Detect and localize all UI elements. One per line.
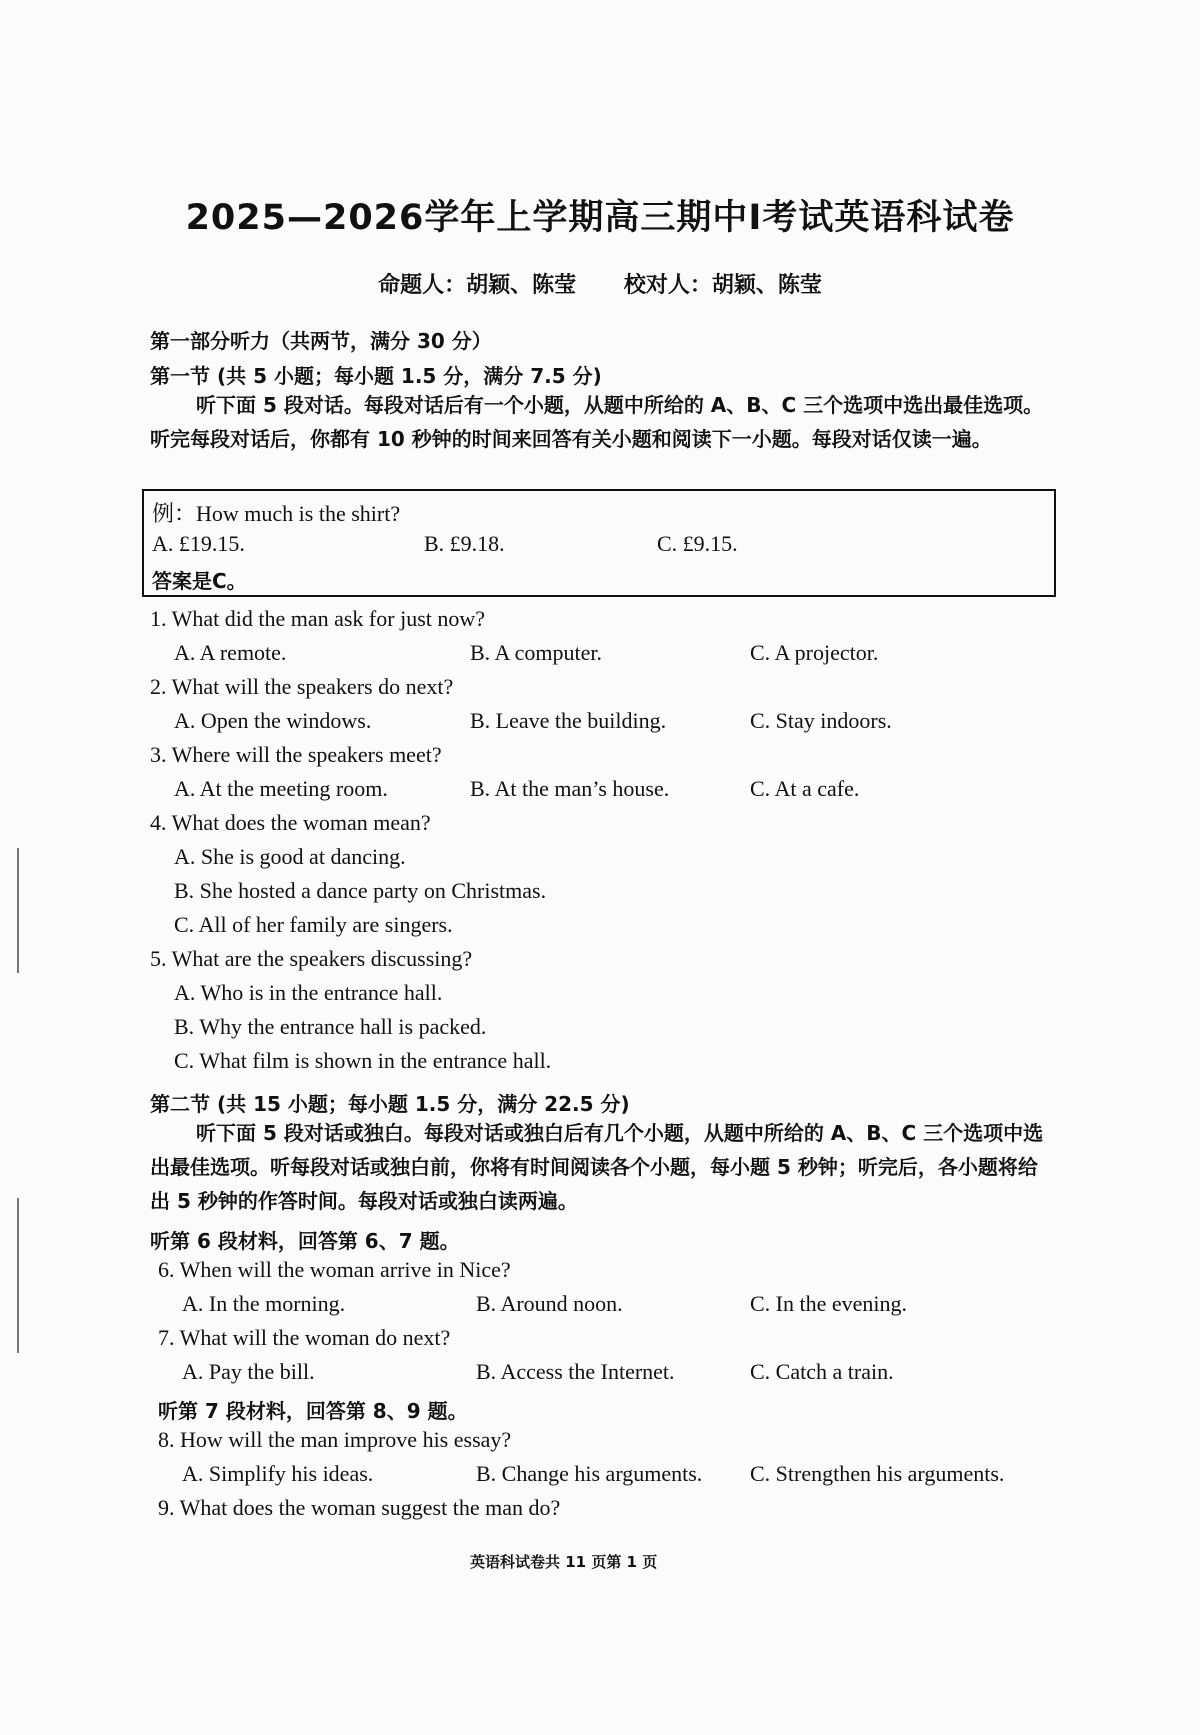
question-2: 2. What will the speakers do next? <box>150 674 454 699</box>
q8-option-a: A. Simplify his ideas. <box>182 1461 374 1486</box>
q3-option-c: C. At a cafe. <box>750 776 860 801</box>
q1-option-c: C. A projector. <box>750 640 879 665</box>
section1-instructions: 听下面 5 段对话。每段对话后有一个小题，从题中所给的 A、B、C 三个选项中选出最佳选项。听完每段对话后，你都有 10 秒钟的时间来回答有关小题和阅读下一小题。每段对话仅读一遍。 <box>150 393 1044 451</box>
q6-option-a: A. In the morning. <box>182 1291 346 1316</box>
material-7-note: 听第 7 段材料，回答第 8、9 题。 <box>158 1399 468 1423</box>
scan-edge-mark <box>17 1198 19 1353</box>
question-3: 3. Where will the speakers meet? <box>150 742 442 767</box>
q2-option-c: C. Stay indoors. <box>750 708 892 733</box>
example-option-a: A. £19.15. <box>152 531 245 556</box>
question-8: 8. How will the man improve his essay? <box>158 1427 512 1452</box>
scan-edge-mark <box>17 848 19 973</box>
part1-heading: 第一部分听力（共两节，满分 30 分） <box>150 329 492 353</box>
question-9: 9. What does the woman suggest the man do? <box>158 1495 561 1520</box>
q8-option-b: B. Change his arguments. <box>476 1461 703 1486</box>
page-footer: 英语科试卷共 11 页第 1 页 <box>470 1553 658 1571</box>
q7-option-b: B. Access the Internet. <box>476 1359 675 1384</box>
q7-option-a: A. Pay the bill. <box>182 1359 315 1384</box>
question-7: 7. What will the woman do next? <box>158 1325 451 1350</box>
setter-names: 命题人：胡颖、陈莹 <box>378 273 577 298</box>
authors-line <box>0 268 1200 299</box>
q2-option-b: B. Leave the building. <box>470 708 667 733</box>
section2-heading: 第二节 (共 15 小题；每小题 1.5 分，满分 22.5 分) <box>150 1092 630 1116</box>
section1-heading: 第一节 (共 5 小题；每小题 1.5 分，满分 7.5 分) <box>150 364 602 388</box>
q6-option-c: C. In the evening. <box>750 1291 908 1316</box>
q4-option-c: C. All of her family are singers. <box>174 912 453 937</box>
question-5: 5. What are the speakers discussing? <box>150 946 473 971</box>
q4-option-b: B. She hosted a dance party on Christmas. <box>174 878 547 903</box>
question-4: 4. What does the woman mean? <box>150 810 431 835</box>
checker-names: 校对人：胡颖、陈莹 <box>623 273 822 298</box>
example-option-b: B. £9.18. <box>424 531 505 556</box>
q1-option-b: B. A computer. <box>470 640 602 665</box>
example-question: 例：How much is the shirt? <box>152 501 401 526</box>
question-1: 1. What did the man ask for just now? <box>150 606 486 631</box>
q7-option-c: C. Catch a train. <box>750 1359 894 1384</box>
section2-instructions: 听下面 5 段对话或独白。每段对话或独白后有几个小题，从题中所给的 A、B、C 三个选项中选出最佳选项。听每段对话或独白前，你将有时间阅读各个小题，每小题 5 秒钟；听完后，各小题将给出 5 秒钟的作答时间。每段对话或独白读两遍。 <box>150 1121 1044 1213</box>
q3-option-b: B. At the man’s house. <box>470 776 670 801</box>
q5-option-b: B. Why the entrance hall is packed. <box>174 1014 487 1039</box>
q5-option-a: A. Who is in the entrance hall. <box>174 980 443 1005</box>
q2-option-a: A. Open the windows. <box>174 708 372 733</box>
q8-option-c: C. Strengthen his arguments. <box>750 1461 1005 1486</box>
q3-option-a: A. At the meeting room. <box>174 776 388 801</box>
question-6: 6. When will the woman arrive in Nice? <box>158 1257 511 1282</box>
example-answer: 答案是C。 <box>152 569 247 593</box>
example-box <box>142 489 1056 597</box>
q4-option-a: A. She is good at dancing. <box>174 844 406 869</box>
q5-option-c: C. What film is shown in the entrance hall. <box>174 1048 552 1073</box>
example-option-c: C. £9.15. <box>657 531 738 556</box>
material-6-note: 听第 6 段材料，回答第 6、7 题。 <box>150 1229 460 1253</box>
q6-option-b: B. Around noon. <box>476 1291 623 1316</box>
exam-title: 2025—2026学年上学期高三期中Ⅰ考试英语科试卷 <box>185 198 1015 238</box>
q1-option-a: A. A remote. <box>174 640 287 665</box>
